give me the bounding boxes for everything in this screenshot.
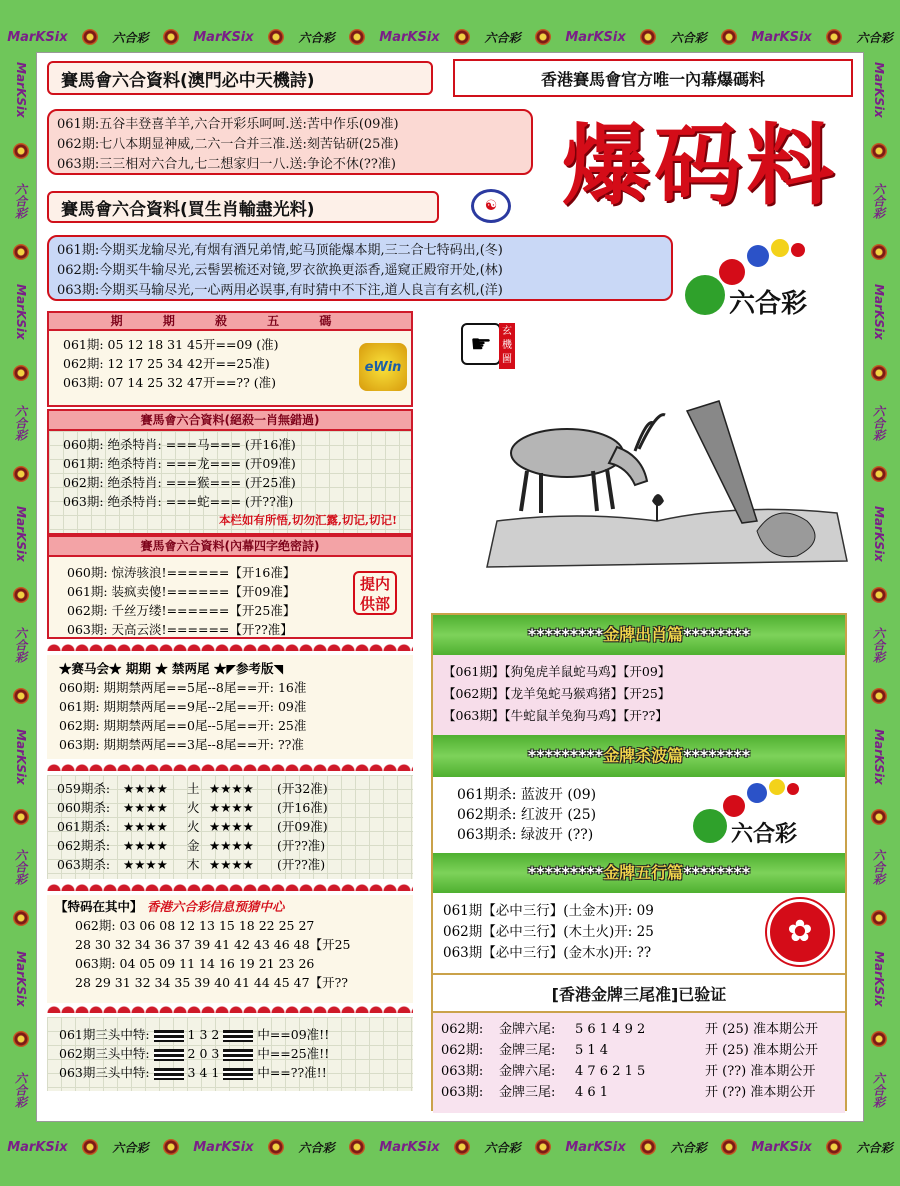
flower-icon bbox=[268, 1139, 284, 1155]
kill1-row: 062期: 绝杀特肖: ===猴=== (开25准) bbox=[63, 475, 296, 490]
brand-text: MarKSix bbox=[14, 506, 28, 563]
flower-icon bbox=[13, 365, 29, 381]
star-row: 060期杀: ★★★★ 火 ★★★★ (开16准) bbox=[57, 800, 328, 815]
flower-icon bbox=[13, 809, 29, 825]
flower-icon bbox=[721, 1139, 737, 1155]
flower-icon bbox=[13, 688, 29, 704]
five-row: 062期【必中三行】(木土火)开: 25 bbox=[443, 924, 654, 940]
zodiac-row: 【062期】【龙羊兔蛇马猴鸡猪】【开25】 bbox=[443, 686, 671, 701]
wave-row: 063期杀: 绿波开 (??) bbox=[457, 827, 594, 843]
four-row: 063期: 天高云淡!======【开??准】 bbox=[67, 622, 293, 637]
emblem-icon: ☯ bbox=[471, 189, 511, 223]
star-row: 061期杀: ★★★★ 火 ★★★★ (开09准) bbox=[57, 819, 328, 834]
top-right-banner: 香港賽馬會官方唯一內幕爆碼料 bbox=[453, 59, 853, 97]
zodiac-row: 【061期】【狗兔虎羊鼠蛇马鸡】【开09】 bbox=[443, 664, 671, 679]
flower-icon bbox=[871, 365, 887, 381]
flower-icon bbox=[535, 1139, 551, 1155]
brand-text: MarKSix bbox=[872, 728, 886, 785]
brand-cn: 六合彩 bbox=[13, 1071, 28, 1108]
brand-cn: 六合彩 bbox=[13, 849, 28, 886]
flower-icon bbox=[871, 587, 887, 603]
kill1-row: 063期: 绝杀特肖: ===蛇=== (开??准) bbox=[63, 494, 294, 509]
flower-icon bbox=[13, 143, 29, 159]
brand-text: MarKSix bbox=[14, 728, 28, 785]
content-paper bbox=[36, 52, 864, 1122]
gold-five-title: *********金牌五行篇******** bbox=[433, 853, 845, 893]
section2-banner: 賽馬會六合資料(買生肖輸盡光料) bbox=[47, 191, 439, 223]
brand-cn: 六合彩 bbox=[13, 183, 28, 220]
flower-icon bbox=[721, 29, 737, 45]
flower-icon bbox=[349, 29, 365, 45]
three-panel bbox=[47, 1017, 413, 1091]
left-border bbox=[6, 50, 36, 1120]
kill1-note: 本栏如有所悟,切勿汇露,切记,切记! bbox=[218, 513, 397, 527]
right-border bbox=[864, 50, 894, 1120]
flower-icon bbox=[871, 688, 887, 704]
flower-icon bbox=[82, 29, 98, 45]
gold-wave-body bbox=[433, 777, 845, 853]
four-row: 062期: 千丝万缕!======【开25准】 bbox=[67, 603, 296, 618]
flower-icon bbox=[454, 1139, 470, 1155]
brand-text: MarKSix bbox=[379, 29, 440, 45]
brand-cn: 六合彩 bbox=[871, 183, 886, 220]
tail-gold-row: 062期: 金牌三尾: 5 1 4 开 (25) 准本期公开 bbox=[441, 1043, 818, 1058]
wave-row: 062期杀: 红波开 (25) bbox=[457, 807, 597, 823]
goat-illustration bbox=[457, 371, 855, 579]
kill1-row: 061期: 绝杀特肖: ===龙=== (开09准) bbox=[63, 456, 296, 471]
flower-icon bbox=[13, 466, 29, 482]
brand-cn: 六合彩 bbox=[871, 1071, 886, 1108]
flower-icon bbox=[640, 29, 656, 45]
flower-icon bbox=[163, 1139, 179, 1155]
bottom-border bbox=[0, 1124, 900, 1170]
flower-icon bbox=[871, 244, 887, 260]
poem-line: 062期:七八本期显神威,二六一合并三准.送:刻苦钻研(25准) bbox=[57, 137, 399, 152]
tema-row: 28 30 32 34 36 37 39 41 42 43 46 48【开25 bbox=[75, 937, 351, 952]
flower-icon bbox=[13, 587, 29, 603]
brand-text: MarKSix bbox=[872, 506, 886, 563]
tail-row: 062期: 期期禁两尾==0尾--5尾==开: 25准 bbox=[59, 718, 307, 733]
brand-cn: 六合彩 bbox=[298, 1140, 335, 1155]
brand-cn: 六合彩 bbox=[871, 849, 886, 886]
tema-panel bbox=[47, 895, 413, 1003]
scallop-divider bbox=[47, 1003, 413, 1013]
kill1-row: 060期: 绝杀特肖: ===马=== (开16准) bbox=[63, 437, 296, 452]
brand-text: MarKSix bbox=[14, 62, 28, 119]
lose-line: 063期:今期买马输尽光,一心两用必误事,有时猜中不下注,道人良言有玄机,(洋) bbox=[57, 283, 503, 298]
star-row: 063期杀: ★★★★ 木 ★★★★ (开??准) bbox=[57, 857, 326, 872]
star-row: 059期杀: ★★★★ 土 ★★★★ (开32准) bbox=[57, 781, 328, 796]
brand-text: MarKSix bbox=[751, 1139, 812, 1155]
star-panel bbox=[47, 775, 413, 879]
brand-text: MarKSix bbox=[565, 1139, 626, 1155]
four-row: 061期: 装疯卖傻!======【开09准】 bbox=[67, 584, 296, 599]
flower-icon bbox=[349, 1139, 365, 1155]
scallop-divider bbox=[47, 761, 413, 771]
brand-text: MarKSix bbox=[872, 62, 886, 119]
stamp: 提内供部 bbox=[353, 571, 397, 615]
lhc-logo: 六合彩 bbox=[685, 239, 855, 319]
gold-five-body bbox=[433, 893, 845, 973]
four-row: 060期: 惊涛骇浪!======【开16准】 bbox=[67, 565, 296, 580]
kill5-title: 期 期 殺 五 碼 bbox=[49, 313, 411, 331]
tema-row: 28 29 31 32 34 35 39 40 41 44 45 47【开?? bbox=[75, 975, 348, 990]
tail-row: 061期: 期期禁两尾==9尾--2尾==开: 09准 bbox=[59, 699, 307, 714]
tail-gold-row: 063期: 金牌三尾: 4 6 1 开 (??) 准本期公开 bbox=[441, 1085, 816, 1100]
brand-text: MarKSix bbox=[14, 950, 28, 1007]
lose-line: 062期:今期买牛输尽光,云髻罢梳还对镜,罗衣欲换更添香,遥窥正殿帘开处,(林) bbox=[57, 263, 503, 278]
kill1-title: 賽馬會六合資料(絕殺一肖無錯過) bbox=[49, 411, 411, 431]
brand-text: MarKSix bbox=[872, 284, 886, 341]
kill5-row: 062期: 12 17 25 34 42开==25准) bbox=[63, 356, 270, 371]
kill5-row: 061期: 05 12 18 31 45开==09 (准) bbox=[63, 337, 279, 352]
poem-line: 061期:五谷丰登喜羊羊,六合开彩乐呵呵.送:苦中作乐(09准) bbox=[57, 117, 399, 132]
brand-text: MarKSix bbox=[7, 29, 68, 45]
big-title: 爆码料 bbox=[561, 114, 838, 217]
bauhinia-icon: ✿ bbox=[767, 899, 833, 965]
tema-label: 【特码在其中】 bbox=[55, 899, 143, 914]
top-left-banner: 賽馬會六合資料(澳門必中天機詩) bbox=[47, 61, 433, 95]
flower-icon bbox=[871, 143, 887, 159]
brand-text: MarKSix bbox=[14, 284, 28, 341]
brand-cn: 六合彩 bbox=[670, 30, 707, 45]
brand-cn: 六合彩 bbox=[298, 30, 335, 45]
brand-text: MarKSix bbox=[379, 1139, 440, 1155]
poem-line: 063期:三三相对六合九,七二想家归一八.送:争论不休(??准) bbox=[57, 157, 396, 172]
flower-icon bbox=[535, 29, 551, 45]
brand-cn: 六合彩 bbox=[13, 627, 28, 664]
tema-title: 香港六合彩信息预猜中心 bbox=[146, 899, 285, 914]
zodiac-row: 【063期】【牛蛇鼠羊兔狗马鸡】【开??】 bbox=[443, 708, 668, 723]
tail-row: 060期: 期期禁两尾==5尾--8尾==开: 16准 bbox=[59, 680, 307, 695]
five-row: 063期【必中三行】(金木水)开: ?? bbox=[443, 945, 652, 961]
brand-cn: 六合彩 bbox=[871, 405, 886, 442]
flower-icon bbox=[640, 1139, 656, 1155]
kill5-panel bbox=[47, 311, 413, 407]
brand-cn: 六合彩 bbox=[856, 1140, 893, 1155]
gold-column bbox=[431, 613, 847, 1111]
brand-cn: 六合彩 bbox=[484, 1140, 521, 1155]
three-row: 062期三头中特: 2 0 3 中==25准!! bbox=[59, 1046, 330, 1061]
flower-icon bbox=[268, 29, 284, 45]
flower-icon bbox=[871, 910, 887, 926]
gold-zodiac-title: *********金牌出肖篇******** bbox=[433, 615, 845, 655]
tail-gold-row: 063期: 金牌六尾: 4 7 6 2 1 5 开 (??) 准本期公开 bbox=[441, 1064, 816, 1079]
lose-line: 061期:今期买龙输尽光,有烟有酒兄弟情,蛇马顶能爆本期,三二合七特码出,(冬) bbox=[57, 243, 503, 258]
xuanji-label: 玄機圖 bbox=[499, 323, 515, 369]
flower-icon bbox=[871, 809, 887, 825]
poem-box bbox=[47, 109, 533, 175]
gold-tail-body bbox=[433, 1013, 845, 1113]
scallop-divider bbox=[47, 641, 413, 651]
four-panel bbox=[47, 535, 413, 639]
scallop-divider bbox=[47, 881, 413, 891]
kill1-panel bbox=[47, 409, 413, 535]
flower-icon bbox=[826, 1139, 842, 1155]
flower-icon bbox=[871, 1031, 887, 1047]
brand-text: MarKSix bbox=[565, 29, 626, 45]
brand-text: MarKSix bbox=[872, 950, 886, 1007]
brand-text: MarKSix bbox=[7, 1139, 68, 1155]
tail-head: ★赛马会★ 期期 ★ 禁两尾 ★◤参考版◥ bbox=[59, 661, 284, 676]
kill5-row: 063期: 07 14 25 32 47开==?? (准) bbox=[63, 375, 277, 390]
flower-icon bbox=[163, 29, 179, 45]
wave-row: 061期杀: 蓝波开 (09) bbox=[457, 787, 597, 803]
four-title: 賽馬會六合資料(內幕四字绝密詩) bbox=[49, 537, 411, 557]
flower-icon bbox=[82, 1139, 98, 1155]
tail-panel bbox=[47, 655, 413, 759]
star-row: 062期杀: ★★★★ 金 ★★★★ (开??准) bbox=[57, 838, 326, 853]
five-row: 061期【必中三行】(土金木)开: 09 bbox=[443, 903, 654, 919]
flower-icon bbox=[13, 910, 29, 926]
tail-gold-row: 062期: 金牌六尾: 5 6 1 4 9 2 开 (25) 准本期公开 bbox=[441, 1022, 818, 1037]
lhc-logo: 六合彩 bbox=[693, 779, 843, 849]
gold-wave-title: *********金牌杀波篇******** bbox=[433, 735, 845, 777]
ewin-logo: eWin bbox=[359, 343, 407, 391]
brand-cn: 六合彩 bbox=[112, 30, 149, 45]
brand-cn: 六合彩 bbox=[13, 405, 28, 442]
brand-text: MarKSix bbox=[193, 29, 254, 45]
gold-zodiac-body bbox=[433, 655, 845, 735]
brand-cn: 六合彩 bbox=[670, 1140, 707, 1155]
brand-text: MarKSix bbox=[193, 1139, 254, 1155]
three-row: 063期三头中特: 3 4 1 中==??准!! bbox=[59, 1065, 327, 1080]
lose-box bbox=[47, 235, 673, 301]
brand-cn: 六合彩 bbox=[856, 30, 893, 45]
flower-icon bbox=[13, 1031, 29, 1047]
flower-icon bbox=[454, 29, 470, 45]
flower-icon bbox=[826, 29, 842, 45]
brand-text: MarKSix bbox=[751, 29, 812, 45]
three-row: 061期三头中特: 1 3 2 中==09准!! bbox=[59, 1027, 330, 1042]
tema-row: 063期: 04 05 09 11 14 16 19 21 23 26 bbox=[75, 956, 315, 971]
brand-cn: 六合彩 bbox=[112, 1140, 149, 1155]
brand-cn: 六合彩 bbox=[871, 627, 886, 664]
hand-icon: ☛ bbox=[461, 323, 501, 365]
gold-tail-title: [香港金牌三尾准]已验证 bbox=[433, 973, 845, 1013]
tema-row: 062期: 03 06 08 12 13 15 18 22 25 27 bbox=[75, 918, 315, 933]
flower-icon bbox=[871, 466, 887, 482]
brand-cn: 六合彩 bbox=[484, 30, 521, 45]
flower-icon bbox=[13, 244, 29, 260]
tail-row: 063期: 期期禁两尾==3尾--8尾==开: ??准 bbox=[59, 737, 304, 752]
